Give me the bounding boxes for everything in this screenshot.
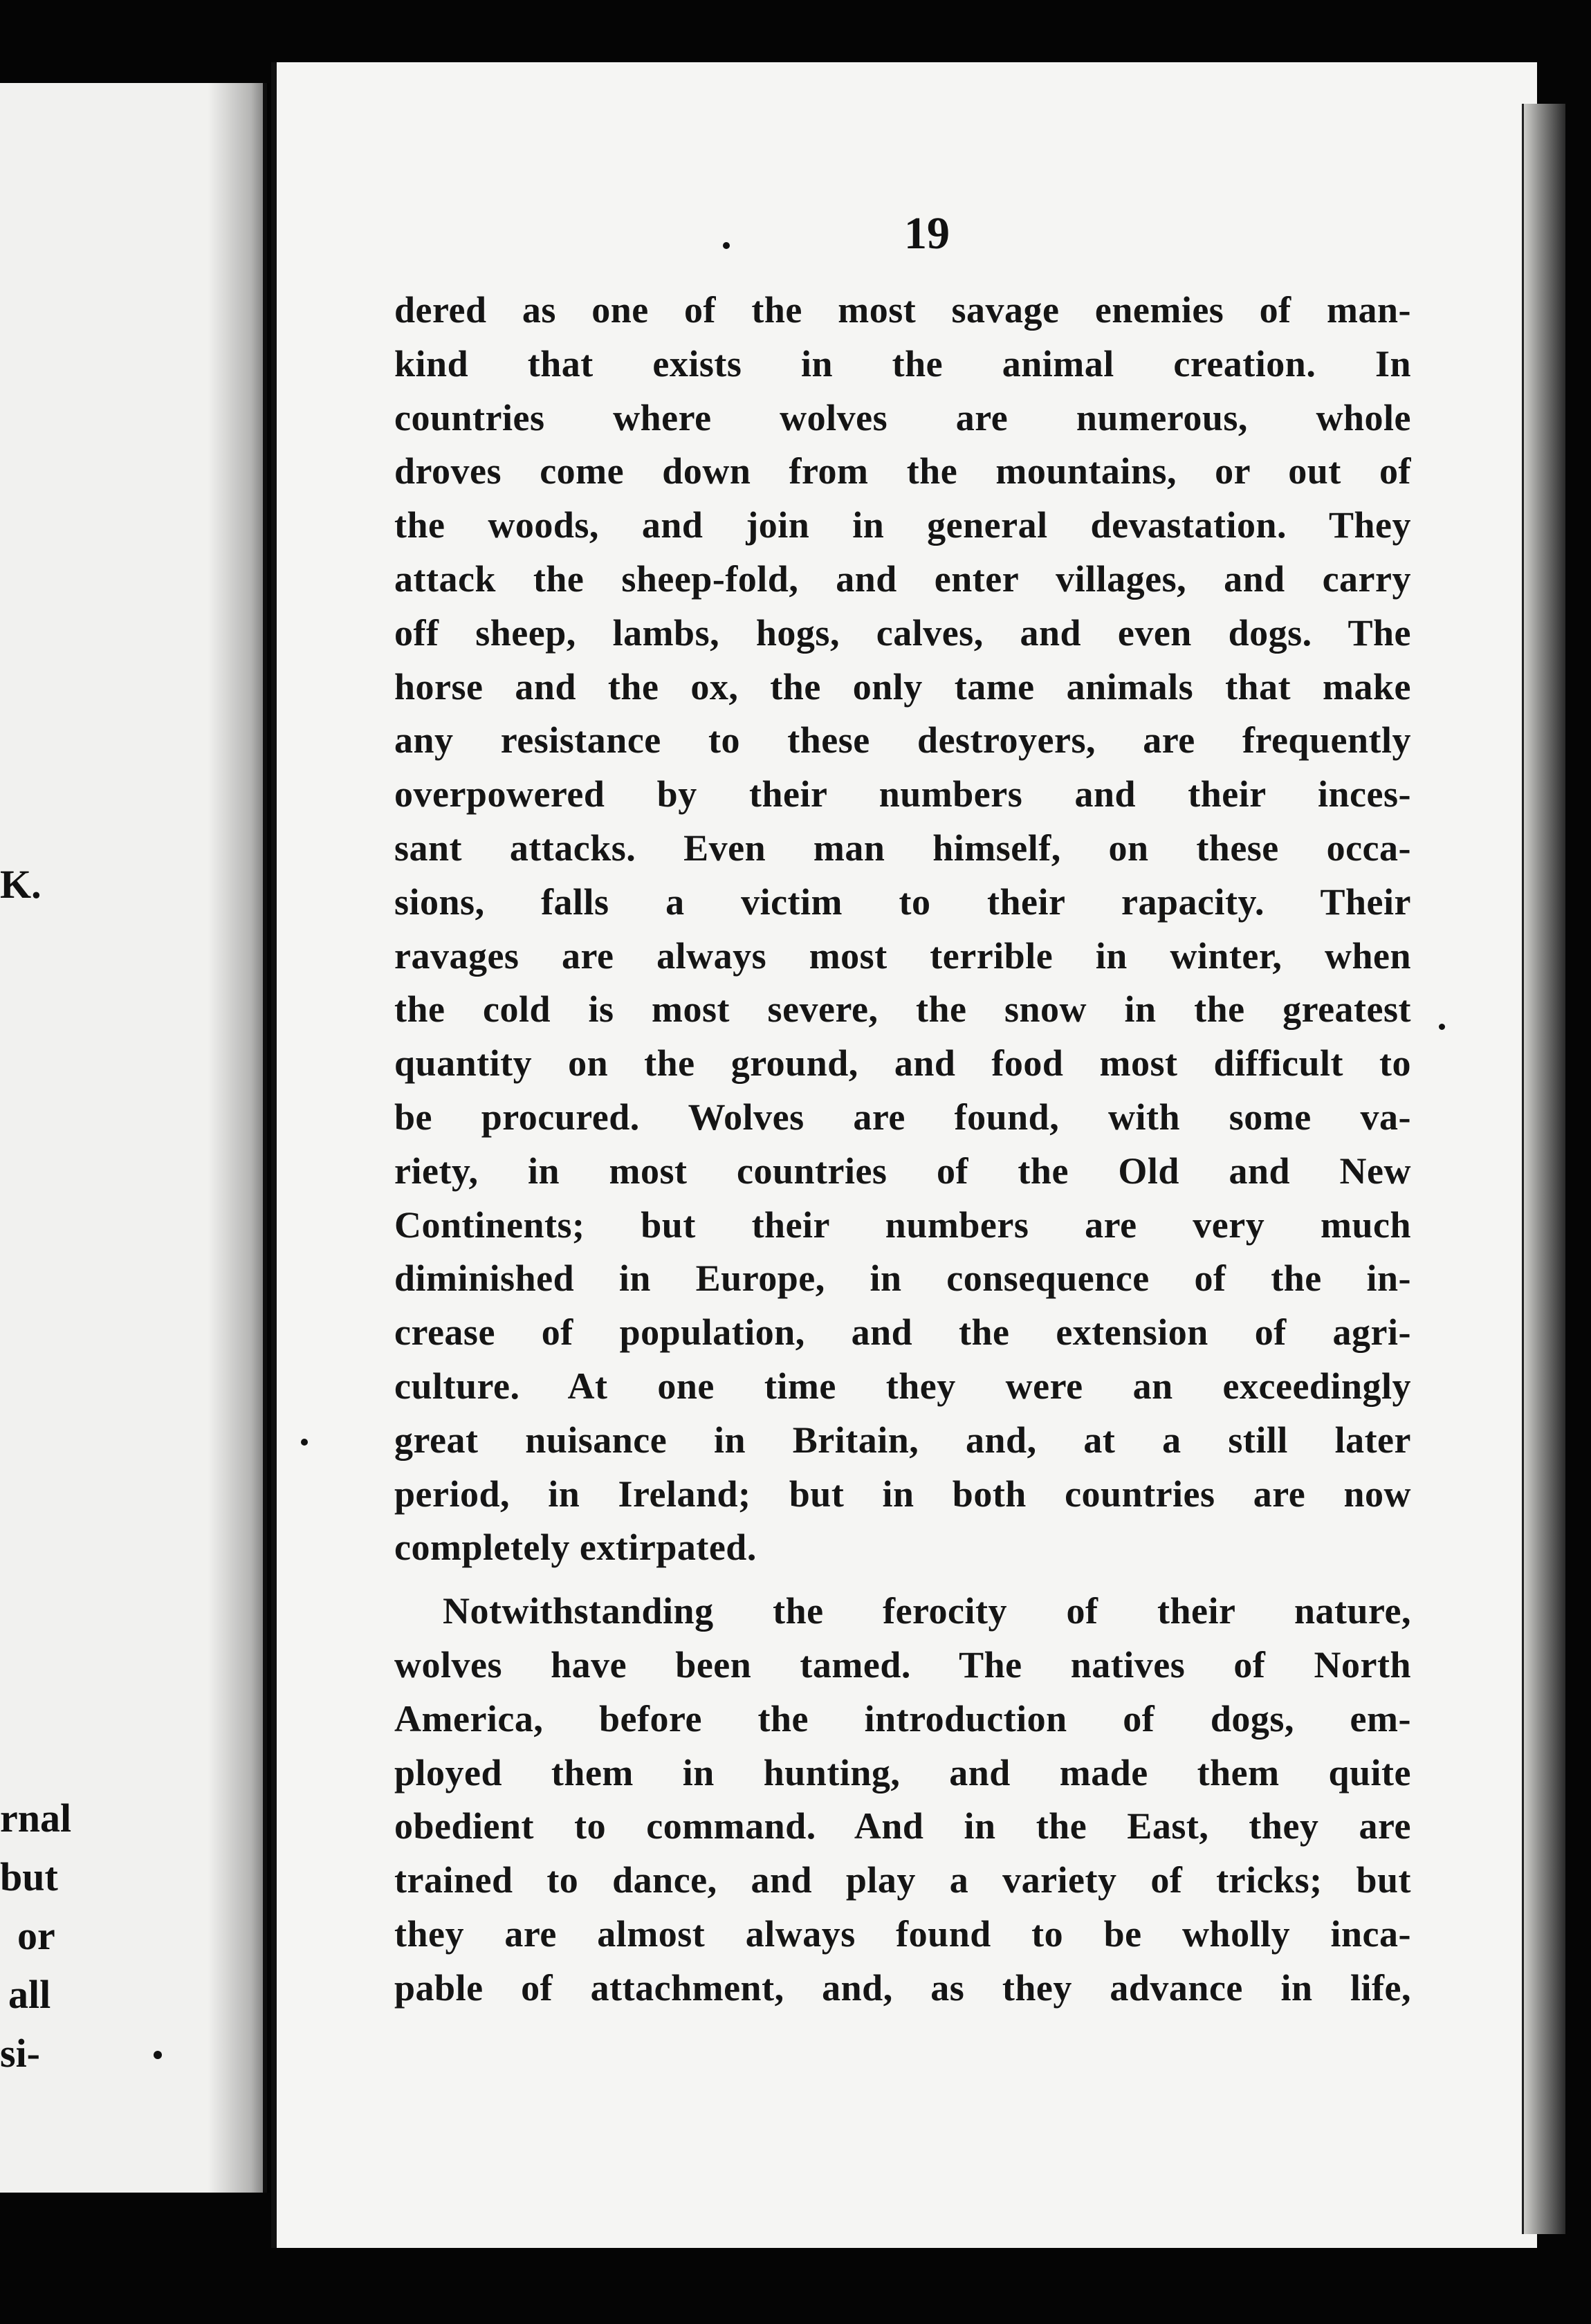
body-text <box>394 284 1411 2016</box>
text-line: wolves have been tamed. The natives of North <box>394 1643 1411 1686</box>
text-line: pable of attachment, and, as they advance in life, <box>394 1966 1411 2009</box>
text-line: Notwithstanding the ferocity of their nature, <box>443 1590 1411 1632</box>
text-line: be procured. Wolves are found, with some va- <box>394 1096 1411 1138</box>
fragment-text: si- <box>0 2031 40 2076</box>
text-line: period, in Ireland; but in both countries are now <box>394 1473 1411 1515</box>
text-line: they are almost always found to be wholly inca- <box>394 1912 1411 1955</box>
fragment-text: but <box>0 1854 58 1899</box>
scan-speck <box>301 1439 308 1446</box>
text-line: crease of population, and the extension of agri- <box>394 1311 1411 1354</box>
text-line: kind that exists in the animal creation. In <box>394 342 1411 385</box>
text-line: America, before the introduction of dogs, em- <box>394 1697 1411 1740</box>
text-line: Continents; but their numbers are very much <box>394 1204 1411 1246</box>
text-line: horse and the ox, the only tame animals that make <box>394 665 1411 708</box>
fragment-text: rnal <box>0 1796 72 1841</box>
text-line: overpowered by their numbers and their inces- <box>394 773 1411 815</box>
page-number: 19 <box>904 208 950 259</box>
text-line: culture. At one time they were an exceedingly <box>394 1365 1411 1407</box>
paragraph-gap <box>394 1575 1411 1585</box>
text-line: diminished in Europe, in consequence of the in- <box>394 1257 1411 1300</box>
fragment-text: or <box>17 1913 55 1958</box>
scan-speck <box>1439 1024 1445 1030</box>
text-line: the cold is most severe, the snow in the greatest <box>394 988 1411 1031</box>
fragment-text: K. <box>0 862 42 907</box>
text-line: ravages are always most terrible in winter, when <box>394 934 1411 977</box>
text-line: any resistance to these destroyers, are frequently <box>394 719 1411 762</box>
text-line: countries where wolves are numerous, whole <box>394 396 1411 439</box>
text-line: quantity on the ground, and food most difficult to <box>394 1042 1411 1085</box>
text-line: dered as one of the most savage enemies of man- <box>394 289 1411 331</box>
fragment-text: all <box>8 1972 51 2017</box>
text-line: ployed them in hunting, and made them quite <box>394 1751 1411 1793</box>
text-line: great nuisance in Britain, and, at a still later <box>394 1419 1411 1461</box>
text-line: the woods, and join in general devastation. They <box>394 504 1411 546</box>
text-line: completely extirpated. <box>394 1527 757 1569</box>
scan-speck <box>154 2051 162 2059</box>
book-gutter <box>208 83 270 2193</box>
text-line: riety, in most countries of the Old and New <box>394 1150 1411 1192</box>
facing-page-text-fragments <box>0 0 208 2324</box>
text-line: attack the sheep-fold, and enter villages, and carry <box>394 557 1411 600</box>
text-line: sions, falls a victim to their rapacity. Their <box>394 880 1411 923</box>
page-edge-stack <box>1522 104 1565 2234</box>
text-line: off sheep, lambs, hogs, calves, and even dogs. The <box>394 611 1411 654</box>
text-line: trained to dance, and play a variety of tricks; but <box>394 1859 1411 1901</box>
text-line: sant attacks. Even man himself, on these occa- <box>394 827 1411 869</box>
scan-speck <box>723 242 730 249</box>
text-line: droves come down from the mountains, or out of <box>394 450 1411 492</box>
text-line: obedient to command. And in the East, they are <box>394 1805 1411 1847</box>
